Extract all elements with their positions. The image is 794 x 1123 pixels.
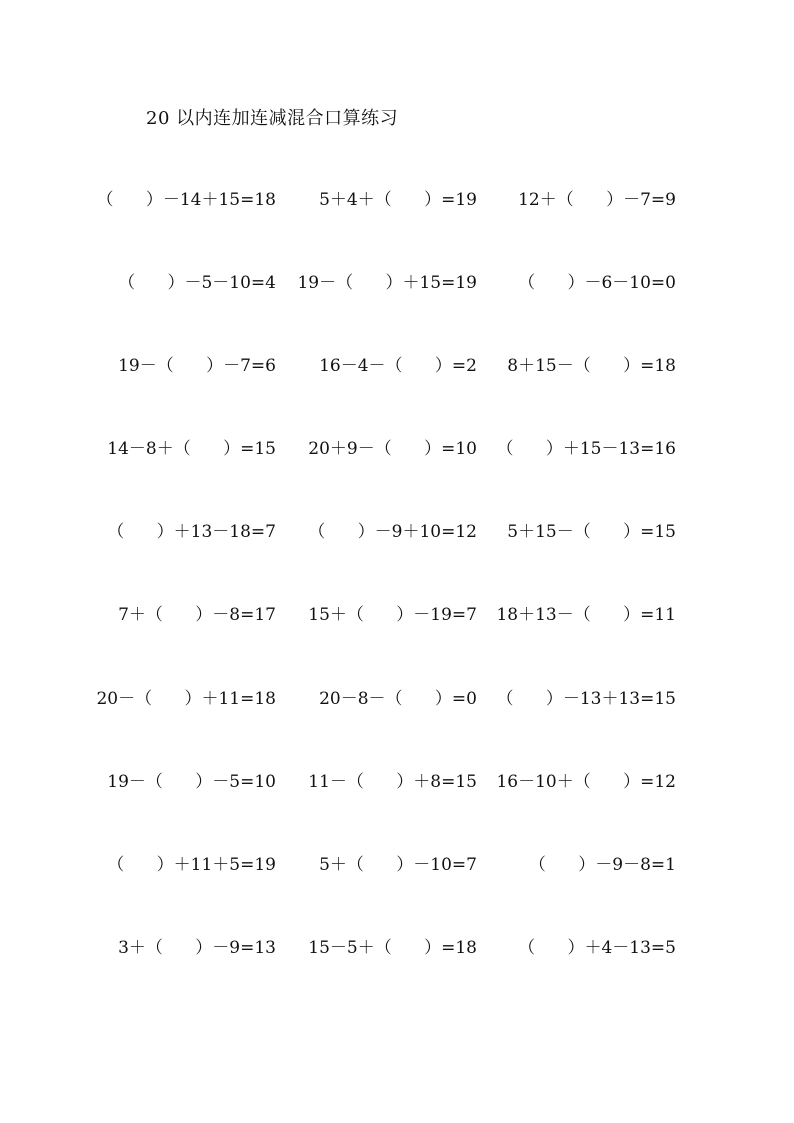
problem: （ ）－9＋10=12 bbox=[308, 522, 477, 542]
problem: 5＋4＋（ ）=19 bbox=[319, 190, 477, 210]
problem-row bbox=[0, 352, 794, 380]
problem: （ ）－6－10=0 bbox=[518, 273, 676, 293]
problem-row bbox=[0, 851, 794, 879]
problem-row bbox=[0, 768, 794, 796]
problem: 20－8－（ ）=0 bbox=[319, 689, 477, 709]
problem: 19－（ ）－7=6 bbox=[118, 356, 276, 376]
problem: 7＋（ ）－8=17 bbox=[118, 605, 276, 625]
problem: 16－4－（ ）=2 bbox=[319, 356, 477, 376]
problem-row bbox=[0, 269, 794, 297]
problem: （ ）－5－10=4 bbox=[118, 273, 276, 293]
problem-row bbox=[0, 685, 794, 713]
problem: （ ）＋15－13=16 bbox=[496, 439, 676, 459]
problem: 20＋9－（ ）=10 bbox=[308, 439, 477, 459]
problem: （ ）－13＋13=15 bbox=[496, 689, 676, 709]
problem: 11－（ ）＋8=15 bbox=[308, 772, 477, 792]
problem: （ ）＋11＋5=19 bbox=[107, 855, 276, 875]
problem-row bbox=[0, 435, 794, 463]
worksheet-title: 20 以内连加连减混合口算练习 bbox=[146, 108, 399, 129]
problem: 12＋（ ）－7=9 bbox=[518, 190, 676, 210]
problem: 18＋13－（ ）=11 bbox=[496, 605, 676, 625]
problem: 15＋（ ）－19=7 bbox=[308, 605, 477, 625]
problem: 3＋（ ）－9=13 bbox=[118, 938, 276, 958]
problem: 20－（ ）＋11=18 bbox=[96, 689, 276, 709]
problem-row bbox=[0, 186, 794, 214]
problem-row bbox=[0, 518, 794, 546]
problem-row bbox=[0, 934, 794, 962]
problem: 14－8＋（ ）=15 bbox=[107, 439, 276, 459]
problem: 19－（ ）＋15=19 bbox=[297, 273, 477, 293]
problem: （ ）－9－8=1 bbox=[528, 855, 676, 875]
problem-row bbox=[0, 601, 794, 629]
problem: （ ）＋13－18=7 bbox=[107, 522, 276, 542]
problem: 5＋（ ）－10=7 bbox=[319, 855, 477, 875]
problem: 8＋15－（ ）=18 bbox=[507, 356, 676, 376]
problem: （ ）－14＋15=18 bbox=[96, 190, 276, 210]
problem: （ ）＋4－13=5 bbox=[518, 938, 676, 958]
problem: 5＋15－（ ）=15 bbox=[507, 522, 676, 542]
problem: 16－10＋（ ）=12 bbox=[496, 772, 676, 792]
problem: 19－（ ）－5=10 bbox=[107, 772, 276, 792]
problem: 15－5＋（ ）=18 bbox=[308, 938, 477, 958]
